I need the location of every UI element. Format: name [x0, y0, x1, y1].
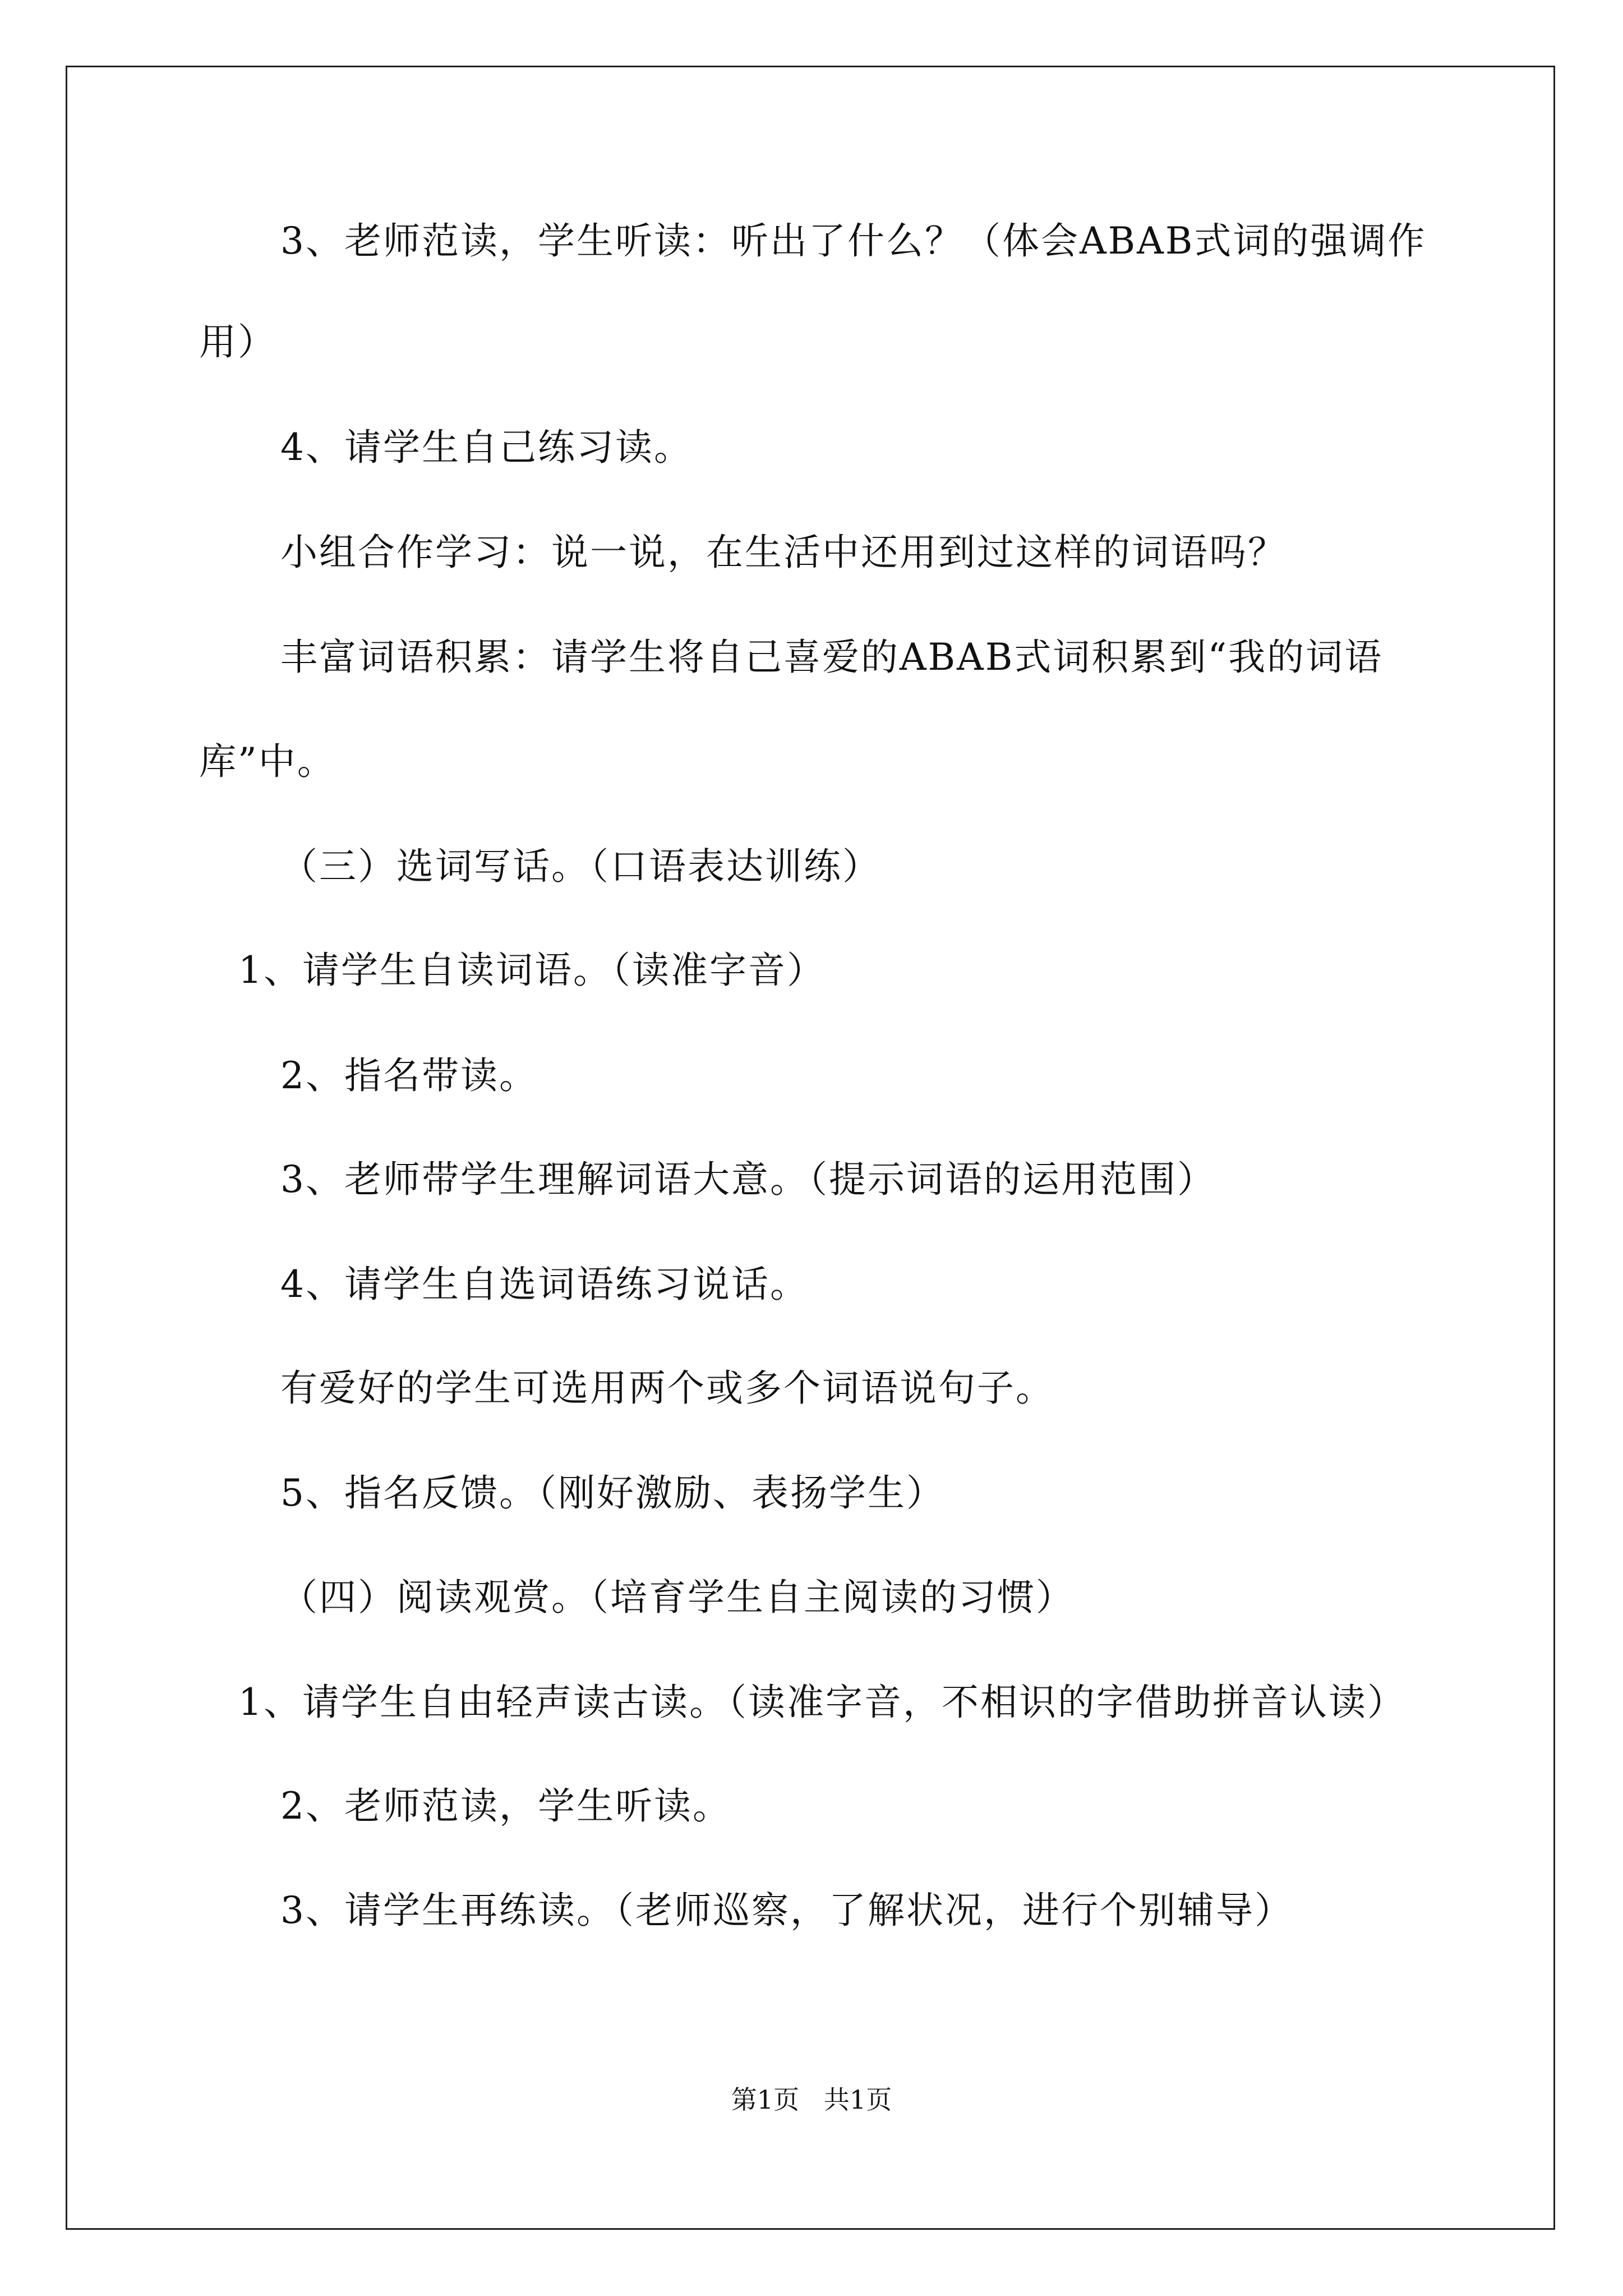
paragraph-line: 用）: [199, 320, 276, 364]
paragraph-line: 3、老师范读，学生听读：听出了什么？（体会ABAB式词的强调作: [280, 219, 1427, 263]
paragraph-line: 1、请学生自由轻声读古读。（读准字音，不相识的字借助拼音认读）: [238, 1681, 1406, 1724]
paragraph-line: 丰富词语积累：请学生将自己喜爱的ABAB式词积累到“我的词语: [280, 636, 1384, 679]
paragraph-line: 库”中。: [199, 740, 336, 783]
page-footer: 第1页 共1页: [731, 2085, 892, 2115]
section-heading: （四）阅读观赏。（培育学生自主阅读的习惯）: [280, 1576, 1075, 1619]
paragraph-line: 有爱好的学生可选用两个或多个词语说句子。: [280, 1366, 1054, 1410]
paragraph-line: 小组合作学习：说一说，在生活中还用到过这样的词语吗？: [280, 531, 1287, 574]
paragraph-line: 4、请学生自选词语练习说话。: [280, 1263, 809, 1306]
paragraph-line: 3、老师带学生理解词语大意。（提示词语的运用范围）: [280, 1158, 1216, 1201]
paragraph-line: 2、老师范读，学生听读。: [280, 1784, 731, 1828]
paragraph-line: 3、请学生再练读。（老师巡察，了解状况，进行个别辅导）: [280, 1889, 1293, 1932]
paragraph-line: 1、请学生自读词语。（读准字音）: [238, 949, 826, 992]
section-heading: （三）选词写话。（口语表达训练）: [280, 845, 881, 888]
paragraph-line: 2、指名带读。: [280, 1054, 538, 1097]
paragraph-line: 4、请学生自己练习读。: [280, 426, 693, 469]
paragraph-line: 5、指名反馈。（刚好激励、表扬学生）: [280, 1471, 945, 1515]
